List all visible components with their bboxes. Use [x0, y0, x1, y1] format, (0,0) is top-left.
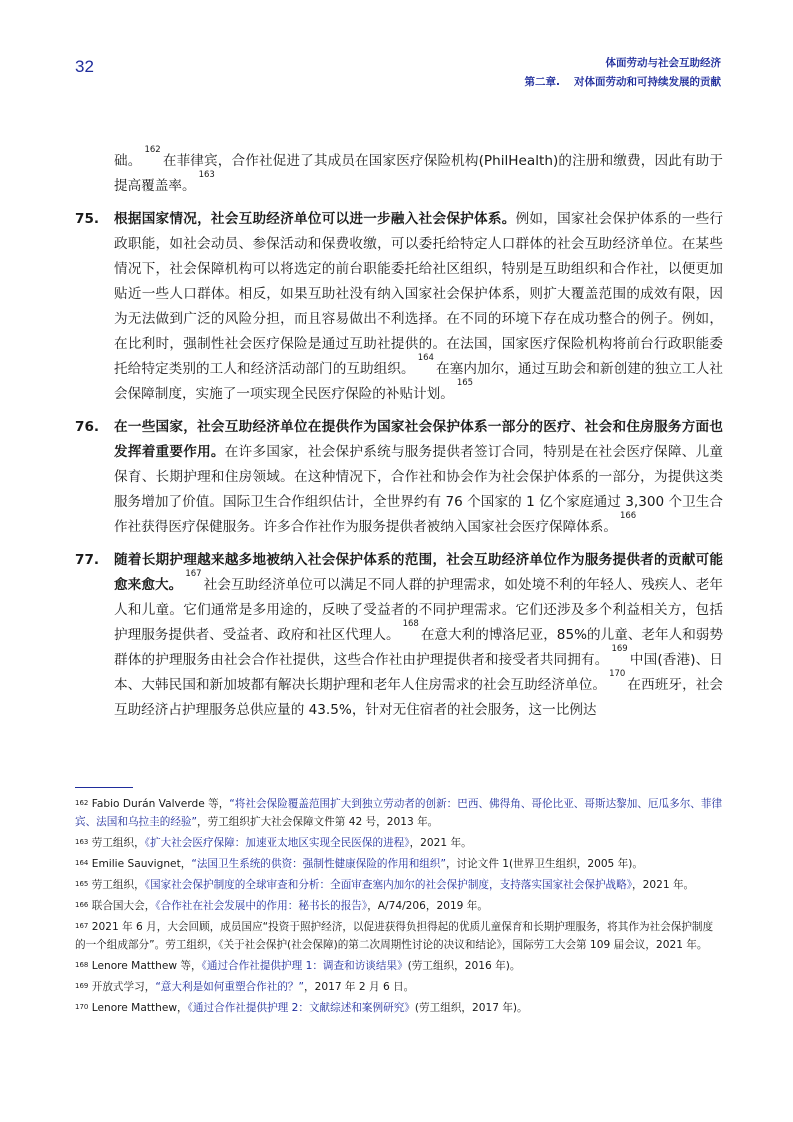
footnote-ref[interactable]: 163 [198, 170, 215, 180]
paragraph-text: 例如，国家社会保护体系的一些行政职能，如社会动员、参保活动和保费收缴，可以委托给特定人口群体的社会互助经济单位。在某些情况下，社会保障机构可以将选定的前台职能委托给社区组织，特别是互助组织和合作社，以便更加贴近一些人口群体。相反，如果互助社没有纳入国家社会保护体系，则扩大覆盖范围的成效有限，因为无法做到广泛的风险分担，而且容易做出不利选择。在不同的环境下存在成功整合的例子。例如，在比利时，强制性社会医疗保险是通过互助社提供的。在法国，国家医疗保险机构将前台行政职能委托给特定类别的工人和经济活动部门的互助组织。 [114, 211, 724, 377]
footnote-ref[interactable]: 166 [619, 511, 637, 521]
footnote [75, 795, 723, 831]
paragraph-text: 社会互助经济单位可以满足不同人群的护理需求，如处境不利的年轻人、残疾人、老年人和儿童。它们通常是多用途的，反映了受益者的不同护理需求。它们还涉及多个利益相关方，包括护理服务提供者、受益者、政府和社区代理人。 [114, 577, 724, 643]
footnote-number: 168 [75, 961, 89, 969]
footnote-text: 劳工组织， [91, 879, 145, 891]
footnote-text: ，A/74/206，2019 年。 [367, 900, 488, 912]
page-number: 32 [75, 57, 94, 76]
footnote-link[interactable]: 《合作社在社会发展中的作用：秘书长的报告》 [155, 900, 368, 912]
continuation-text: 在菲律宾，合作社促进了其成员在国家医疗保险机构(PhilHealth)的注册和缴费，因此有助于提高覆盖率。 [114, 153, 724, 194]
footnote-ref[interactable]: 170 [609, 669, 626, 679]
chapter-title: 对体面劳动和可持续发展的贡献 [574, 76, 721, 88]
paragraph-content [114, 548, 723, 723]
footnote-ref[interactable]: 167 [185, 569, 202, 579]
footnote-number: 166 [75, 901, 89, 909]
paragraph-lead: 在一些国家，社会互助经济单位在提供作为国家社会保护体系一部分的医疗、社会和住房服务方面也发挥着重要作用。 [114, 419, 723, 460]
footnote-text: ，2017 年 2 月 6 日。 [304, 981, 415, 993]
footnote-link[interactable]: “意大利是如何重塑合作社的？” [155, 981, 305, 993]
footnote-text: ，劳工组织扩大社会保障文件第 42 号，2013 年。 [197, 816, 439, 828]
paragraph-content [114, 415, 723, 540]
footnote-text: Lenore Matthew 等， [91, 960, 202, 972]
paragraph-text: 在西班牙，社会互助经济占护理服务总供应量的 43.5%，针对无住宿者的社会服务，这一比例达 [114, 677, 724, 718]
footnotes [75, 795, 723, 1020]
footnote-text: (劳工组织，2016 年)。 [407, 960, 521, 972]
footnote [75, 834, 723, 852]
paragraph-number: 77. [75, 552, 100, 568]
footnote [75, 957, 723, 975]
footnote-link[interactable]: 《扩大社会医疗保障：加速亚太地区实现全民医保的进程》 [144, 837, 410, 849]
footnote-text: ，2021 年。 [409, 837, 472, 849]
continuation-text: 础。 [114, 153, 142, 169]
paragraph-text: 在许多国家，社会保护系统与服务提供者签订合同，特别是在社会医疗保障、儿童保育、长期护理和住房领域。在这种情况下，合作社和协会作为社会保护体系的一部分，为提供这类服务增加了价值。国际卫生合作组织估计，全世界约有 76 个国家的 1 亿个家庭通过 3,300 个卫生合作社获得医疗保健服务。许多合作社作为服务提供者被纳入国家社会医疗保障体系。 [114, 444, 724, 535]
footnote-text: Fabio Durán Valverde 等， [91, 798, 230, 810]
footnote-text: (劳工组织，2017 年)。 [414, 1002, 528, 1014]
paragraph-text: 中国(香港)、日本、大韩民国和新加坡都有解决长期护理和老年人住房需求的社会互助经济单位。 [114, 652, 724, 693]
paragraph-text: 在意大利的博洛尼亚，85%的儿童、老年人和弱势群体的护理服务由社会合作社提供，这些合作社由护理提供者和接受者共同拥有。 [114, 627, 724, 668]
paragraph-number: 76. [75, 419, 100, 435]
footnote-number: 167 [75, 922, 89, 930]
footnote-ref[interactable]: 168 [402, 619, 419, 629]
footnote-divider [75, 787, 133, 788]
footnote-ref[interactable]: 162 [144, 145, 161, 155]
paragraph-lead: 根据国家情况，社会互助经济单位可以进一步融入社会保护体系。 [114, 211, 516, 227]
footnote-text: 联合国大会， [91, 900, 156, 912]
footnote [75, 978, 723, 996]
footnote-number: 170 [75, 1003, 89, 1011]
footnote-text: Emilie Sauvignet， [91, 858, 192, 870]
paragraph-number: 75. [75, 211, 100, 227]
chapter-number: 第二章. [524, 76, 560, 88]
paragraph-text: 在塞内加尔，通过互助会和新创建的独立工人社会保障制度，实施了一项实现全民医疗保险的补贴计划。 [114, 361, 723, 402]
publication-title: 体面劳动与社会互助经济 [605, 57, 721, 69]
footnote-text: ，2021 年。 [632, 879, 695, 891]
continuation-paragraph [75, 145, 724, 199]
footnote-link[interactable]: “法国卫生系统的供资：强制性健康保险的作用和组织” [191, 858, 446, 870]
footnote-number: 164 [75, 859, 89, 867]
footnote-number: 163 [75, 838, 89, 846]
paragraph-77 [75, 548, 723, 723]
footnote-number: 169 [75, 982, 89, 990]
body-text [75, 145, 724, 731]
paragraph-75 [75, 207, 723, 407]
footnote-link[interactable]: 《通过合作社提供护理 2：文献综述和案例研究》 [187, 1002, 415, 1014]
footnote-text: Lenore Matthew， [91, 1002, 188, 1014]
footnote-text: 2021 年 6 月，大会回顾，成员国应“投资于照护经济，以促进获得负担得起的优质儿童保育和长期护理服务，将其作为社会保护制度的一个组成部分”。劳工组织，《关于社会保护(社会保障)的第二次周期性讨论的决议和结论》，国际劳工大会第 109 届会议，2021 年。 [75, 921, 714, 951]
chapter-heading [525, 73, 722, 92]
footnote-ref[interactable]: 169 [611, 644, 628, 654]
footnote-number: 162 [75, 799, 89, 807]
running-head [525, 54, 722, 92]
paragraph-content [114, 207, 723, 407]
paragraph-lead: 随着长期护理越来越多地被纳入社会保护体系的范围，社会互助经济单位作为服务提供者的贡献可能愈来愈大。 [114, 552, 723, 593]
footnote-link[interactable]: “将社会保险覆盖范围扩大到独立劳动者的创新：巴西、佛得角、哥伦比亚、哥斯达黎加、厄瓜多尔、菲律宾、法国和乌拉圭的经验” [75, 798, 723, 828]
footnote [75, 918, 723, 954]
footnote-text: 开放式学习， [91, 981, 156, 993]
footnote-ref[interactable]: 164 [417, 353, 434, 363]
footnote [75, 999, 723, 1017]
footnote-text: 劳工组织， [91, 837, 145, 849]
footnote-text: ，讨论文件 1(世界卫生组织，2005 年)。 [445, 858, 643, 870]
paragraph-76 [75, 415, 723, 540]
footnote-link[interactable]: 《通过合作社提供护理 1：调查和访谈结果》 [201, 960, 408, 972]
footnote-number: 165 [75, 880, 89, 888]
footnote [75, 897, 723, 915]
footnote [75, 855, 723, 873]
footnote-link[interactable]: 《国家社会保护制度的全球审查和分析：全面审查塞内加尔的社会保护制度，支持落实国家社会保护战略》 [144, 879, 633, 891]
footnote [75, 876, 723, 894]
footnote-ref[interactable]: 165 [456, 378, 474, 388]
